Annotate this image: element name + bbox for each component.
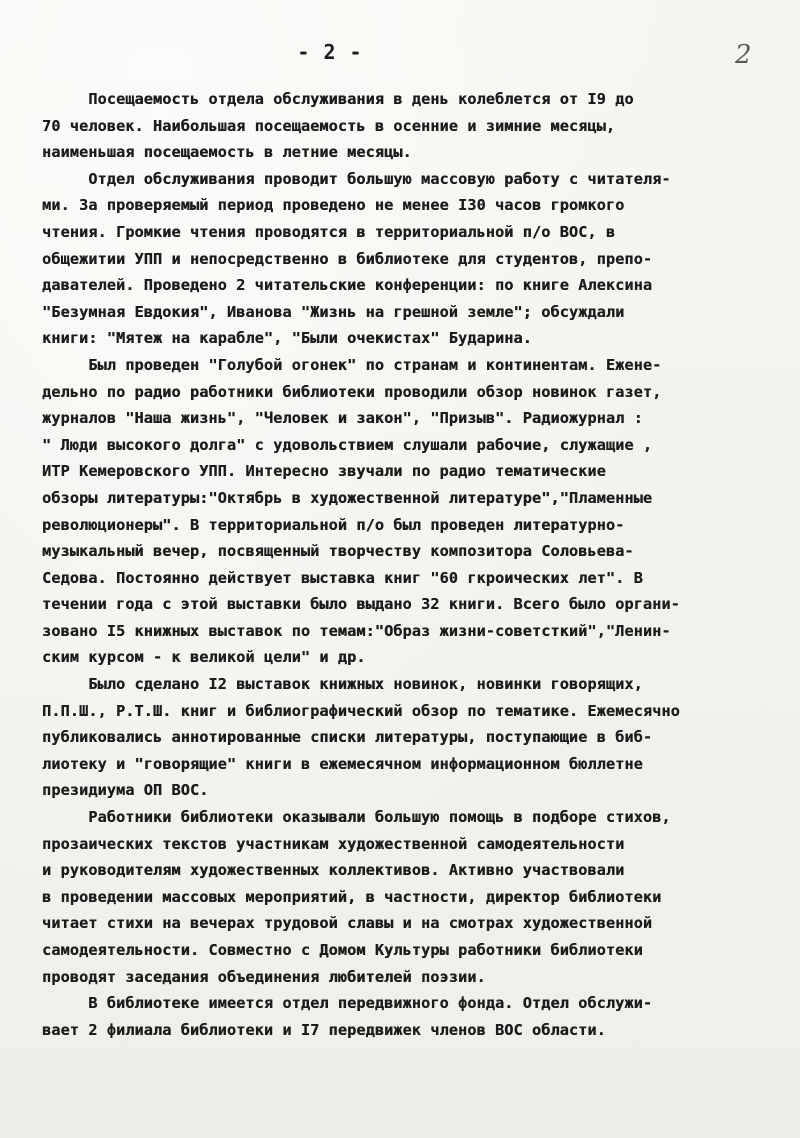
text-line: ми. За проверяемый период проведено не менее I30 часов громкого: [42, 196, 625, 215]
text-line: " Люди высокого долга" с удовольствием слушали рабочие, служащие ,: [42, 435, 653, 454]
text-line: публиковались аннотированные списки литературы, поступающие в биб-: [42, 728, 653, 747]
text-line: Отдел обслуживания проводит большую массовую работу с читателя-: [42, 169, 671, 188]
text-line: музыкальный вечер, посвященный творчеству композитора Соловьева-: [42, 542, 634, 561]
page-number: - 2 -: [297, 40, 363, 64]
text-line: П.П.Ш., Р.Т.Ш. книг и библиографический обзор по тематике. Ежемесячно: [42, 701, 680, 720]
text-line: В библиотеке имеется отдел передвижного фонда. Отдел обслужи-: [42, 994, 653, 1013]
text-line: ским курсом - к великой цели" и др.: [42, 648, 366, 667]
text-line: прозаических текстов участникам художественной самодеятельности: [42, 834, 625, 853]
text-line: в проведении массовых мероприятий, в частности, директор библиотеки: [42, 887, 662, 906]
text-line: Седова. Постоянно действует выставка книг "60 гкроических лет". В: [42, 568, 643, 587]
text-line: читает стихи на вечерах трудовой славы и на смотрах художественной: [42, 914, 653, 933]
text-line: давателей. Проведено 2 читательские конференции: по книге Алексина: [42, 276, 653, 295]
text-line: книги: "Мятеж на карабле", "Были очекистах" Бударина.: [42, 329, 532, 348]
text-line: обзоры литературы:"Октябрь в художественной литературе","Пламенные: [42, 488, 653, 507]
text-line: самодеятельности. Совместно с Домом Культуры работники библиотеки: [42, 941, 643, 959]
body-text: [42, 86, 792, 1043]
text-line: вает 2 филиала библиотеки и I7 передвижек членов ВОС области.: [42, 1020, 606, 1039]
text-line: ИТР Кемеровского УПП. Интересно звучали по радио тематические: [42, 462, 606, 481]
text-line: проводят заседания объединения любителей поэзии.: [42, 967, 486, 986]
text-line: лиотеку и "говорящие" книги в ежемесячном информационном бюллетне: [42, 754, 643, 773]
text-line: Работники библиотеки оказывали большую помощь в подборе стихов,: [42, 808, 671, 827]
text-line: президиума ОП ВОС.: [42, 781, 209, 800]
text-line: революционеры". В территориальной п/о был проведен литературно-: [42, 515, 625, 534]
handwritten-page-mark: 2: [735, 40, 752, 70]
text-line: журналов "Наша жизнь", "Человек и закон", "Призыв". Радиожурнал :: [42, 409, 643, 428]
bleed-through-texture: [80, 1075, 780, 1097]
text-line: "Безумная Евдокия", Иванова "Жизнь на грешной земле"; обсуждали: [42, 302, 625, 321]
text-line: Был проведен "Голубой огонек" по странам и континентам. Еженe-: [42, 355, 662, 374]
text-line: зовано I5 книжных выставок по темам:"Образ жизни-советсткий","Ленин-: [42, 621, 671, 640]
text-line: общежитии УПП и непосредственно в библиотеке для студентов, препо-: [42, 249, 653, 268]
text-line: наименьшая посещаемость в летние месяцы.: [42, 143, 412, 162]
text-line: чтения. Громкие чтения проводятся в территориальной п/о ВОС, в: [42, 222, 616, 241]
text-line: Было сделано I2 выставок книжных новинок, новинки говорящих,: [42, 675, 643, 694]
text-line: Посещаемость отдела обслуживания в день колеблется от I9 до: [42, 90, 634, 108]
text-line: 70 человек. Наибольшая посещаемость в осенние и зимние месяцы,: [42, 116, 616, 135]
text-line: и руководителям художественных коллективов. Активно участвовали: [42, 861, 625, 880]
text-line: дельно по радио работники библиотеки проводили обзор новинок газет,: [42, 382, 662, 401]
text-line: течении года с этой выставки было выдано 32 книги. Всего было органи-: [42, 595, 680, 614]
